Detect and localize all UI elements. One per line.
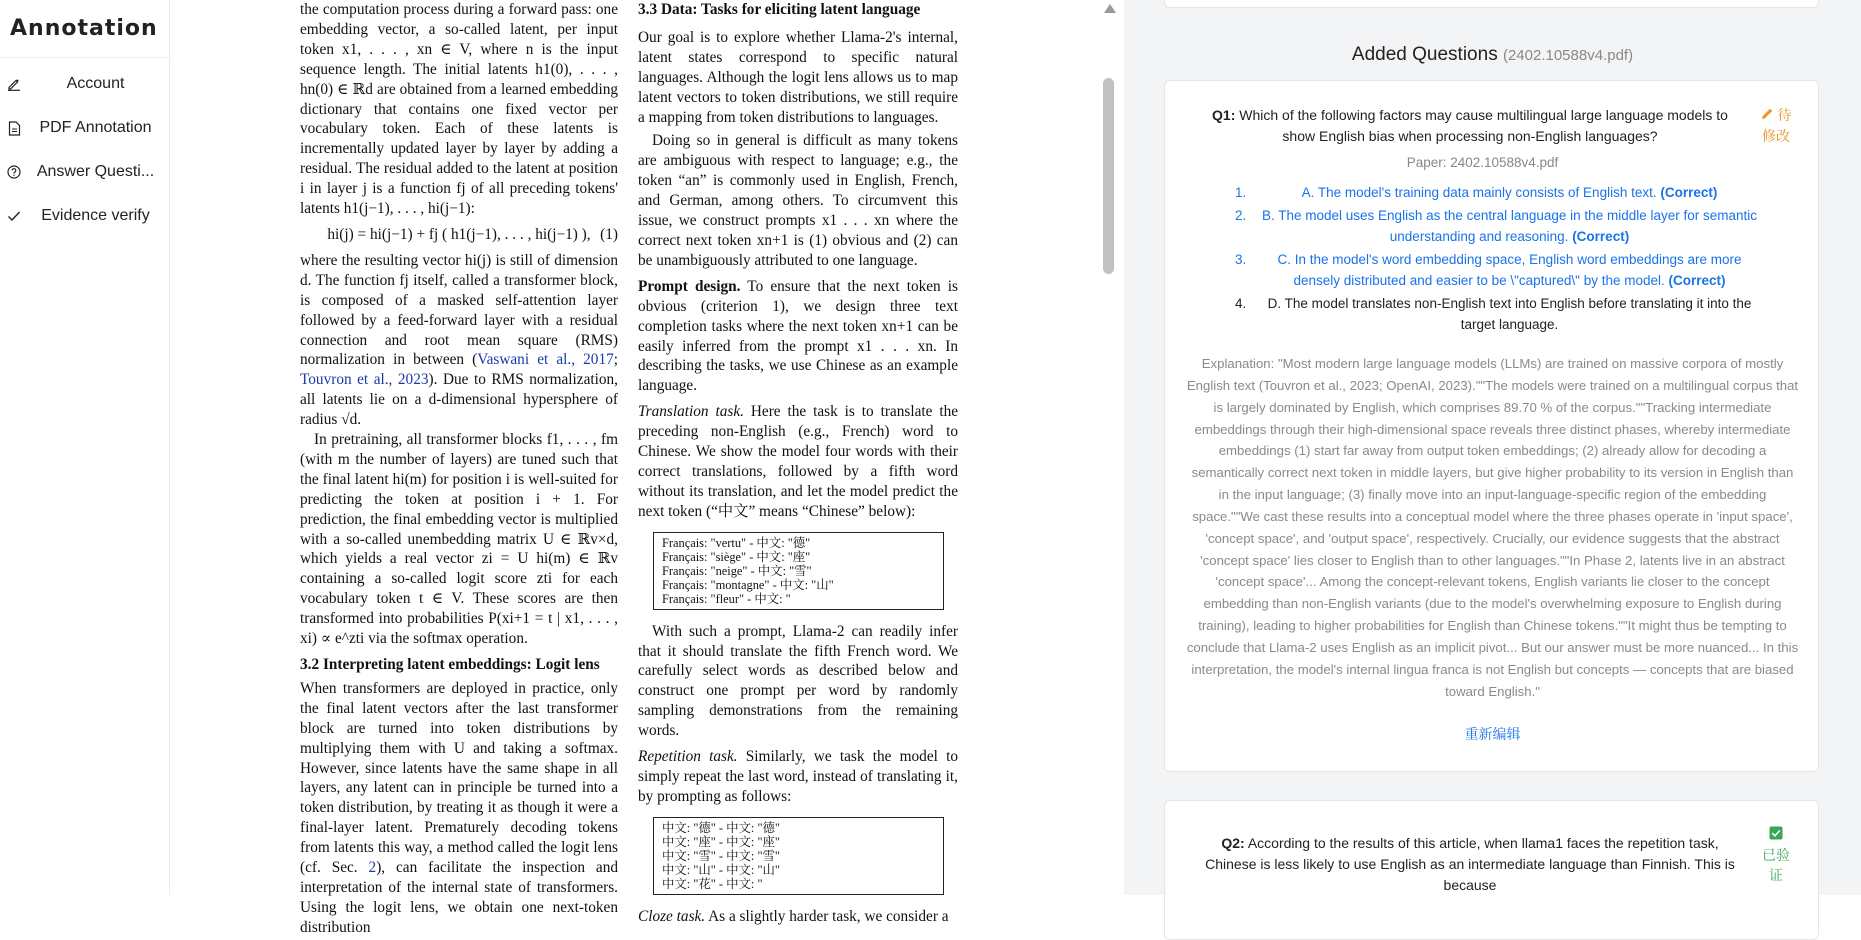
pdf-paragraph: Doing so in general is difficult as many tokens are ambiguous with respect to language; e.g., the token “an” is commonly used in English, French, and German, among others. To circumvent this issue, we construct prompts x1 . . . xn where the correct next token xn+1 is (1) obvious and (2) can be unambiguously attributed to one language. — [638, 132, 958, 269]
app-title: Annotation — [0, 0, 169, 58]
pdf-paragraph: With such a prompt, Llama-2 can readily infer that it should translate the fifth French word. We carefully select words as described below and construct one prompt per word by randomly sampling demonstrations from the remaining words. — [638, 622, 958, 740]
equation-number: (1) — [600, 225, 618, 243]
pdf-paragraph: Our goal is to explore whether Llama-2's internal, latent states correspond to specific natural languages. Although the logit lens allows us to map latent vectors to token distributions, we still require a mapping from token distributions to languages. — [638, 28, 958, 126]
option-body: C. In the model's word embedding space, English word embeddings are more densely distributed and easier to be \"captured\" by the model. — [1277, 251, 1742, 288]
list-item[interactable] — [1235, 249, 1760, 292]
prompt-line: Français: "neige" - 中文: "雪" — [662, 563, 812, 578]
question-circle-icon — [6, 164, 22, 180]
section-link[interactable]: 2 — [368, 859, 377, 877]
sidebar-item-account[interactable] — [0, 62, 169, 106]
section-heading: 3.3 Data: Tasks for eliciting latent language — [638, 1, 921, 18]
citation-link[interactable]: Touvron et al., 2023 — [300, 371, 429, 389]
prompt-line: 中文: "花" - 中文: " — [662, 876, 763, 891]
equation-body: hi(j) = hi(j−1) + fj ( h1(j−1), . . . , hi(j−1) ), — [327, 225, 591, 243]
correct-tag: (Correct) — [1660, 185, 1718, 200]
option-body: B. The model uses English as the central language in the middle layer for semantic understanding and reasoning. — [1261, 207, 1758, 244]
pdf-paragraph: the computation process during a forward pass: one embedding vector, a so-called latent, per input token x1, . . . , xn ∈ V, where n is the input sequence length. The initial latents h1(0), . . . , hn(0) ∈ ℝd are obtained from a learned embedding dictionary that contains one fixed vector per vocabulary token. Each of these latents is incrementally updated layer by layer by adding a residual. The residual added to the latent at position i in layer j is a function fj of all preceding tokens' latents h1(j−1), . . . , hi(j−1): — [300, 1, 618, 218]
paragraph-text: Similarly, we task the model to simply repeat the last word, instead of translating it, by prompting as follows: — [638, 748, 958, 805]
questions-panel — [1124, 0, 1861, 895]
option-index: 4. — [1235, 295, 1247, 311]
paragraph-text: where the resulting vector hi(j) is still of dimension d. The function fj itself, called a transformer block, is composed of a masked self-attention layer followed by a feed-forward layer with a residual connection and root mean square (RMS) normalization in between ( — [300, 251, 618, 369]
pdf-paragraph — [300, 679, 618, 938]
document-icon — [6, 120, 22, 136]
sidebar-item-evidence-verify[interactable] — [0, 194, 169, 238]
pdf-paragraph — [300, 251, 618, 430]
pdf-left-column — [300, 0, 618, 938]
question-text — [1195, 105, 1745, 147]
paragraph-heading: Prompt design. — [638, 277, 741, 295]
sidebar-item-pdf-annotation[interactable] — [0, 106, 169, 150]
paragraph-heading: Repetition task. — [638, 748, 738, 766]
status-badge-verified[interactable] — [1756, 825, 1796, 885]
correct-tag: (Correct) — [1572, 229, 1630, 244]
section-heading: 3.2 Interpreting latent embeddings: Logit lens — [300, 656, 600, 673]
prompt-line: Français: "fleur" - 中文: " — [662, 591, 791, 606]
pdf-right-column — [638, 0, 958, 927]
prompt-line: 中文: "座" - 中文: "座" — [662, 834, 780, 849]
correct-tag: (Correct) — [1668, 273, 1726, 288]
pdf-paragraph — [638, 277, 958, 396]
check-icon — [6, 208, 22, 224]
pdf-paragraph — [638, 907, 958, 927]
pdf-paragraph — [638, 402, 958, 521]
pdf-scrollbar-thumb[interactable] — [1103, 78, 1114, 274]
explanation-text: Explanation: "Most modern large language models (LLMs) are trained on massive corpora of mostly English text (Touvron et al., 2023; OpenAI, 2023).""The models were trained on a multilingual corpus that is largely dominated by English, which comprises 89.70 % of the corpus.""Tracking intermediate embeddings through their high-dimensional space reveals three distinct phases, whereby intermediate embeddings (1) start far away from output token embeddings; (2) already allow for decoding a semantically correct next token in middle layers, but give higher probability to its version in English than in the input language; (3) finally move into an input-language-specific region of the embedding space.""We cast these results into a conceptual model where the three phases operate in 'input space', 'concept space', and 'output space', respectively. Crucially, our evidence suggests that the abstract 'concept space' lies closer to English than to other languages.""In Phase 2, latents live in an abstract 'concept space'... Among the concept-relevant tokens, English variants lie closer to the concept embedding than non-English variants (due to the model's overwhelming exposure to English during training), leading to higher probabilities for English than Chinese tokens.""It might thus be tempting to conclude that Llama-2 uses English as an implicit pivot... But our answer must be more nuanced... In this interpretation, the model's internal lingua franca is not English but concepts — concepts that are biased toward English." — [1186, 356, 1799, 699]
verified-check-icon — [1769, 827, 1783, 843]
paragraph-text: As a slightly harder task, we consider a — [705, 907, 949, 925]
panel-title — [1124, 44, 1861, 66]
status-text: 待修改 — [1762, 107, 1792, 144]
prompt-line: Français: "siège" - 中文: "座" — [662, 549, 811, 564]
paragraph-text: Here the task is to translate the preceding non-English (e.g., French) word to Chinese. We show the model four words with their correct translations, followed by a fifth word without its translation, and let the model predict the next token (“中文” means “Chinese” below): — [638, 403, 959, 520]
paragraph-text: To ensure that the next token is obvious (criterion 1), we design three text completion tasks where the next token xn+1 can be easily inferred from the prompt x1 . . . xn. In describing the tasks, we use Chinese as an example language. — [638, 277, 958, 395]
question-body: According to the results of this article, when llama1 faces the repetition task, Chinese is less likely to use English as an intermediate language than Finnish. This is because — [1205, 835, 1735, 893]
prompt-example-box — [653, 532, 944, 610]
edit-pencil-icon — [1761, 107, 1778, 123]
status-badge-pending[interactable] — [1756, 105, 1796, 147]
pencil-icon — [6, 76, 22, 92]
citation-separator: ; — [613, 351, 618, 369]
pdf-paragraph: In pretraining, all transformer blocks f1, . . . , fm (with m the number of layers) are tuned such that the final latent hi(m) for position i is well-suited for predicting the token at position i + 1. For prediction, the final embedding vector is multiplied with a so-called unembedding matrix U ∈ ℝv×d, which yields a real vector zi = U hi(m) ∈ ℝv containing a so-called logit score zti for each vocabulary token t ∈ V. These scores are then transformed into probabilities P(xi+1 = t | x1, . . . , xi) ∝ e^zti via the softmax operation. — [300, 431, 618, 648]
option-index: 3. — [1235, 251, 1247, 267]
option-index: 1. — [1235, 185, 1247, 200]
panel-title-text: Added Questions — [1351, 44, 1498, 65]
scroll-up-arrow-icon[interactable] — [1104, 4, 1116, 13]
option-index: 2. — [1235, 207, 1247, 223]
paragraph-heading: Cloze task. — [638, 907, 706, 925]
sidebar-nav — [0, 62, 169, 238]
sidebar-item-answer-questions[interactable] — [0, 150, 169, 194]
list-item[interactable] — [1235, 293, 1760, 336]
sidebar-item-label: Answer Questi... — [36, 163, 155, 180]
question-text — [1195, 833, 1745, 896]
option-text — [1259, 249, 1760, 292]
question-card — [1164, 800, 1819, 940]
paragraph-heading: Translation task. — [638, 403, 744, 421]
list-item[interactable] — [1235, 182, 1760, 204]
pdf-paragraph — [638, 747, 958, 807]
pdf-page — [300, 0, 1148, 936]
prompt-line: 中文: "德" - 中文: "德" — [662, 820, 780, 835]
sidebar-item-label: Account — [66, 75, 125, 92]
option-body: A. The model's training data mainly consists of English text. — [1301, 185, 1657, 200]
question-card — [1164, 80, 1819, 772]
question-body: Which of the following factors may cause multilingual large language models to show English bias when processing non-English languages? — [1239, 107, 1728, 144]
paragraph-text: ). Due to RMS normalization, all latents lie on a d-dimensional hypersphere of radius √d. — [300, 371, 618, 429]
options-list — [1235, 182, 1760, 337]
prompt-line: Français: "montagne" - 中文: "山" — [662, 577, 834, 592]
previous-card — [1164, 0, 1819, 8]
prompt-example-box — [653, 817, 944, 895]
paragraph-text: ), can facilitate the inspection and interpretation of the internal state of transformers. Using the logit lens, we obtain one next-token distribution — [300, 859, 618, 936]
option-text — [1259, 293, 1760, 336]
sidebar-item-label: Evidence verify — [41, 207, 150, 224]
paragraph-text: When transformers are deployed in practice, only the final latent vectors after the last transformer block are turned into token distributions by multiplying them with U and taking a softmax. However, since latents have the same shape in all layers, any latent can in principle be turned into a token distribution, by treating it as though it were a final-layer latent. Prematurely decoding tokens from latents this way, a method called the logit lens (cf. Sec. — [300, 679, 618, 877]
option-body: D. The model translates non-English text into English before translating it into the target language. — [1267, 295, 1752, 332]
prompt-line: 中文: "山" - 中文: "山" — [662, 862, 780, 877]
pdf-viewer[interactable] — [170, 0, 1120, 936]
panel-file-name: (2402.10588v4.pdf) — [1502, 47, 1634, 64]
status-text: 已验证 — [1762, 847, 1790, 883]
question-label: Q2: — [1221, 835, 1245, 851]
option-text — [1259, 182, 1760, 204]
question-label: Q1: — [1212, 107, 1236, 123]
reedit-button[interactable]: 重新编辑 — [1464, 726, 1521, 742]
sidebar-item-label: PDF Annotation — [39, 119, 152, 136]
prompt-line: Français: "vertu" - 中文: "德" — [662, 535, 811, 550]
citation-link[interactable]: Vaswani et al., 2017 — [477, 351, 614, 369]
prompt-line: 中文: "雪" - 中文: "雪" — [662, 848, 780, 863]
paper-reference: Paper: 2402.10588v4.pdf — [1406, 155, 1559, 170]
option-text — [1259, 205, 1760, 248]
sidebar — [0, 0, 170, 895]
list-item[interactable] — [1235, 205, 1760, 248]
pdf-equation — [300, 225, 618, 245]
